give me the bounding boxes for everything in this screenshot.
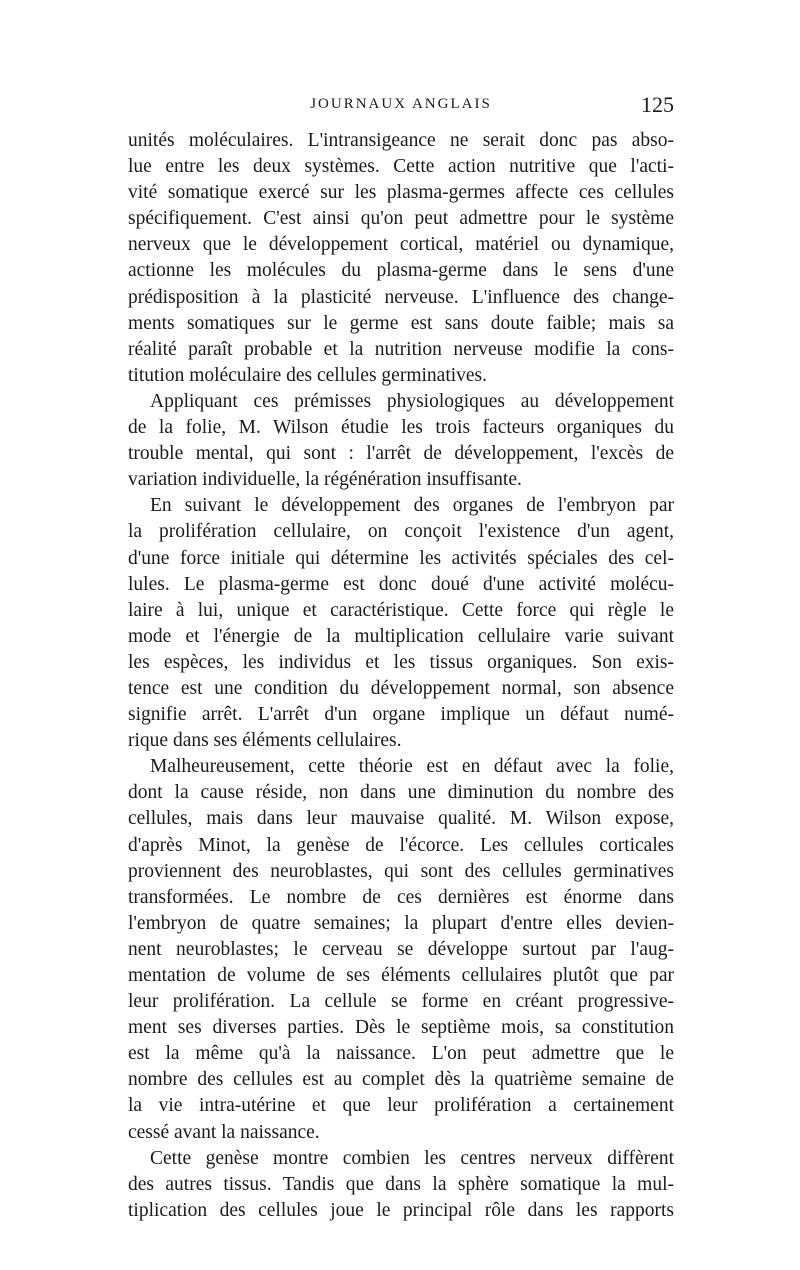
text-line: Malheureusement, cette théorie est en défaut avec la folie, (150, 756, 674, 778)
running-title: JOURNAUX ANGLAIS (310, 96, 492, 112)
text-line: variation individuelle, la régénération insuffisante. (128, 469, 522, 491)
text-line: ments somatiques sur le germe est sans doute faible; mais sa (128, 312, 674, 334)
text-line: est la même qu'à la naissance. L'on peut admettre que le (128, 1043, 674, 1065)
text-line: En suivant le développement des organes de l'embryon par (150, 495, 674, 517)
text-line: les espèces, les individus et les tissus organiques. Son exis- (128, 651, 674, 673)
text-line: des autres tissus. Tandis que dans la sphère somatique la mul- (128, 1173, 674, 1195)
running-head (128, 92, 674, 120)
text-line: d'une force initiale qui détermine les activités spéciales des cel- (128, 547, 674, 569)
text-line: signifie arrêt. L'arrêt d'un organe implique un défaut numé- (128, 704, 674, 726)
text-line: rique dans ses éléments cellulaires. (128, 730, 402, 752)
text-line: titution moléculaire des cellules germinatives. (128, 364, 488, 386)
text-line: lue entre les deux systèmes. Cette action nutritive que l'acti- (128, 156, 674, 178)
text-line: nombre des cellules est au complet dès la quatrième semaine de (128, 1069, 674, 1091)
text-line: l'embryon de quatre semaines; la plupart d'entre elles devien- (128, 912, 674, 934)
page-number: 125 (641, 92, 674, 117)
text-line: de la folie, M. Wilson étudie les trois facteurs organiques du (128, 417, 674, 439)
body-text (128, 128, 674, 1224)
text-line: nent neuroblastes; le cerveau se développe surtout par l'aug- (128, 938, 674, 960)
text-line: Appliquant ces prémisses physiologiques au développement (150, 390, 674, 412)
text-line: la vie intra-utérine et que leur prolifération a certainement (128, 1095, 674, 1117)
text-line: la prolifération cellulaire, on conçoit l'existence d'un agent, (128, 521, 674, 543)
text-line: ment ses diverses parties. Dès le septième mois, sa constitution (128, 1017, 674, 1039)
text-line: actionne les molécules du plasma-germe dans le sens d'une (128, 260, 674, 282)
text-line: d'après Minot, la genèse de l'écorce. Les cellules corticales (128, 834, 674, 856)
text-line: réalité paraît probable et la nutrition nerveuse modifie la cons- (128, 338, 674, 360)
text-line: dont la cause réside, non dans une diminution du nombre des (128, 782, 674, 804)
text-line: tiplication des cellules joue le principal rôle dans les rapports (128, 1199, 674, 1221)
text-line: tence est une condition du développement normal, son absence (128, 677, 674, 699)
text-line: cellules, mais dans leur mauvaise qualité. M. Wilson expose, (128, 808, 674, 830)
text-line: trouble mental, qui sont : l'arrêt de développement, l'excès de (128, 443, 674, 465)
text-line: vité somatique exercé sur les plasma-germes affecte ces cellules (128, 182, 674, 204)
text-line: transformées. Le nombre de ces dernières est énorme dans (128, 886, 674, 908)
text-line: prédisposition à la plasticité nerveuse. L'influence des change- (128, 286, 674, 308)
text-line: mode et l'énergie de la multiplication cellulaire varie suivant (128, 625, 674, 647)
text-line: Cette genèse montre combien les centres nerveux diffèrent (150, 1147, 674, 1169)
text-line: mentation de volume de ses éléments cellulaires plutôt que par (128, 965, 674, 986)
text-line: unités moléculaires. L'intransigeance ne serait donc pas abso- (128, 130, 674, 151)
text-line: leur prolifération. La cellule se forme en créant progressive- (128, 991, 674, 1013)
text-line: laire à lui, unique et caractéristique. Cette force qui règle le (128, 599, 674, 621)
text-line: proviennent des neuroblastes, qui sont des cellules germinatives (128, 860, 674, 882)
text-line: lules. Le plasma-germe est donc doué d'une activité molécu- (128, 573, 674, 595)
text-line: spécifiquement. C'est ainsi qu'on peut admettre pour le système (128, 208, 674, 230)
text-line: nerveux que le développement cortical, matériel ou dynamique, (128, 234, 674, 256)
text-line: cessé avant la naissance. (128, 1121, 320, 1143)
